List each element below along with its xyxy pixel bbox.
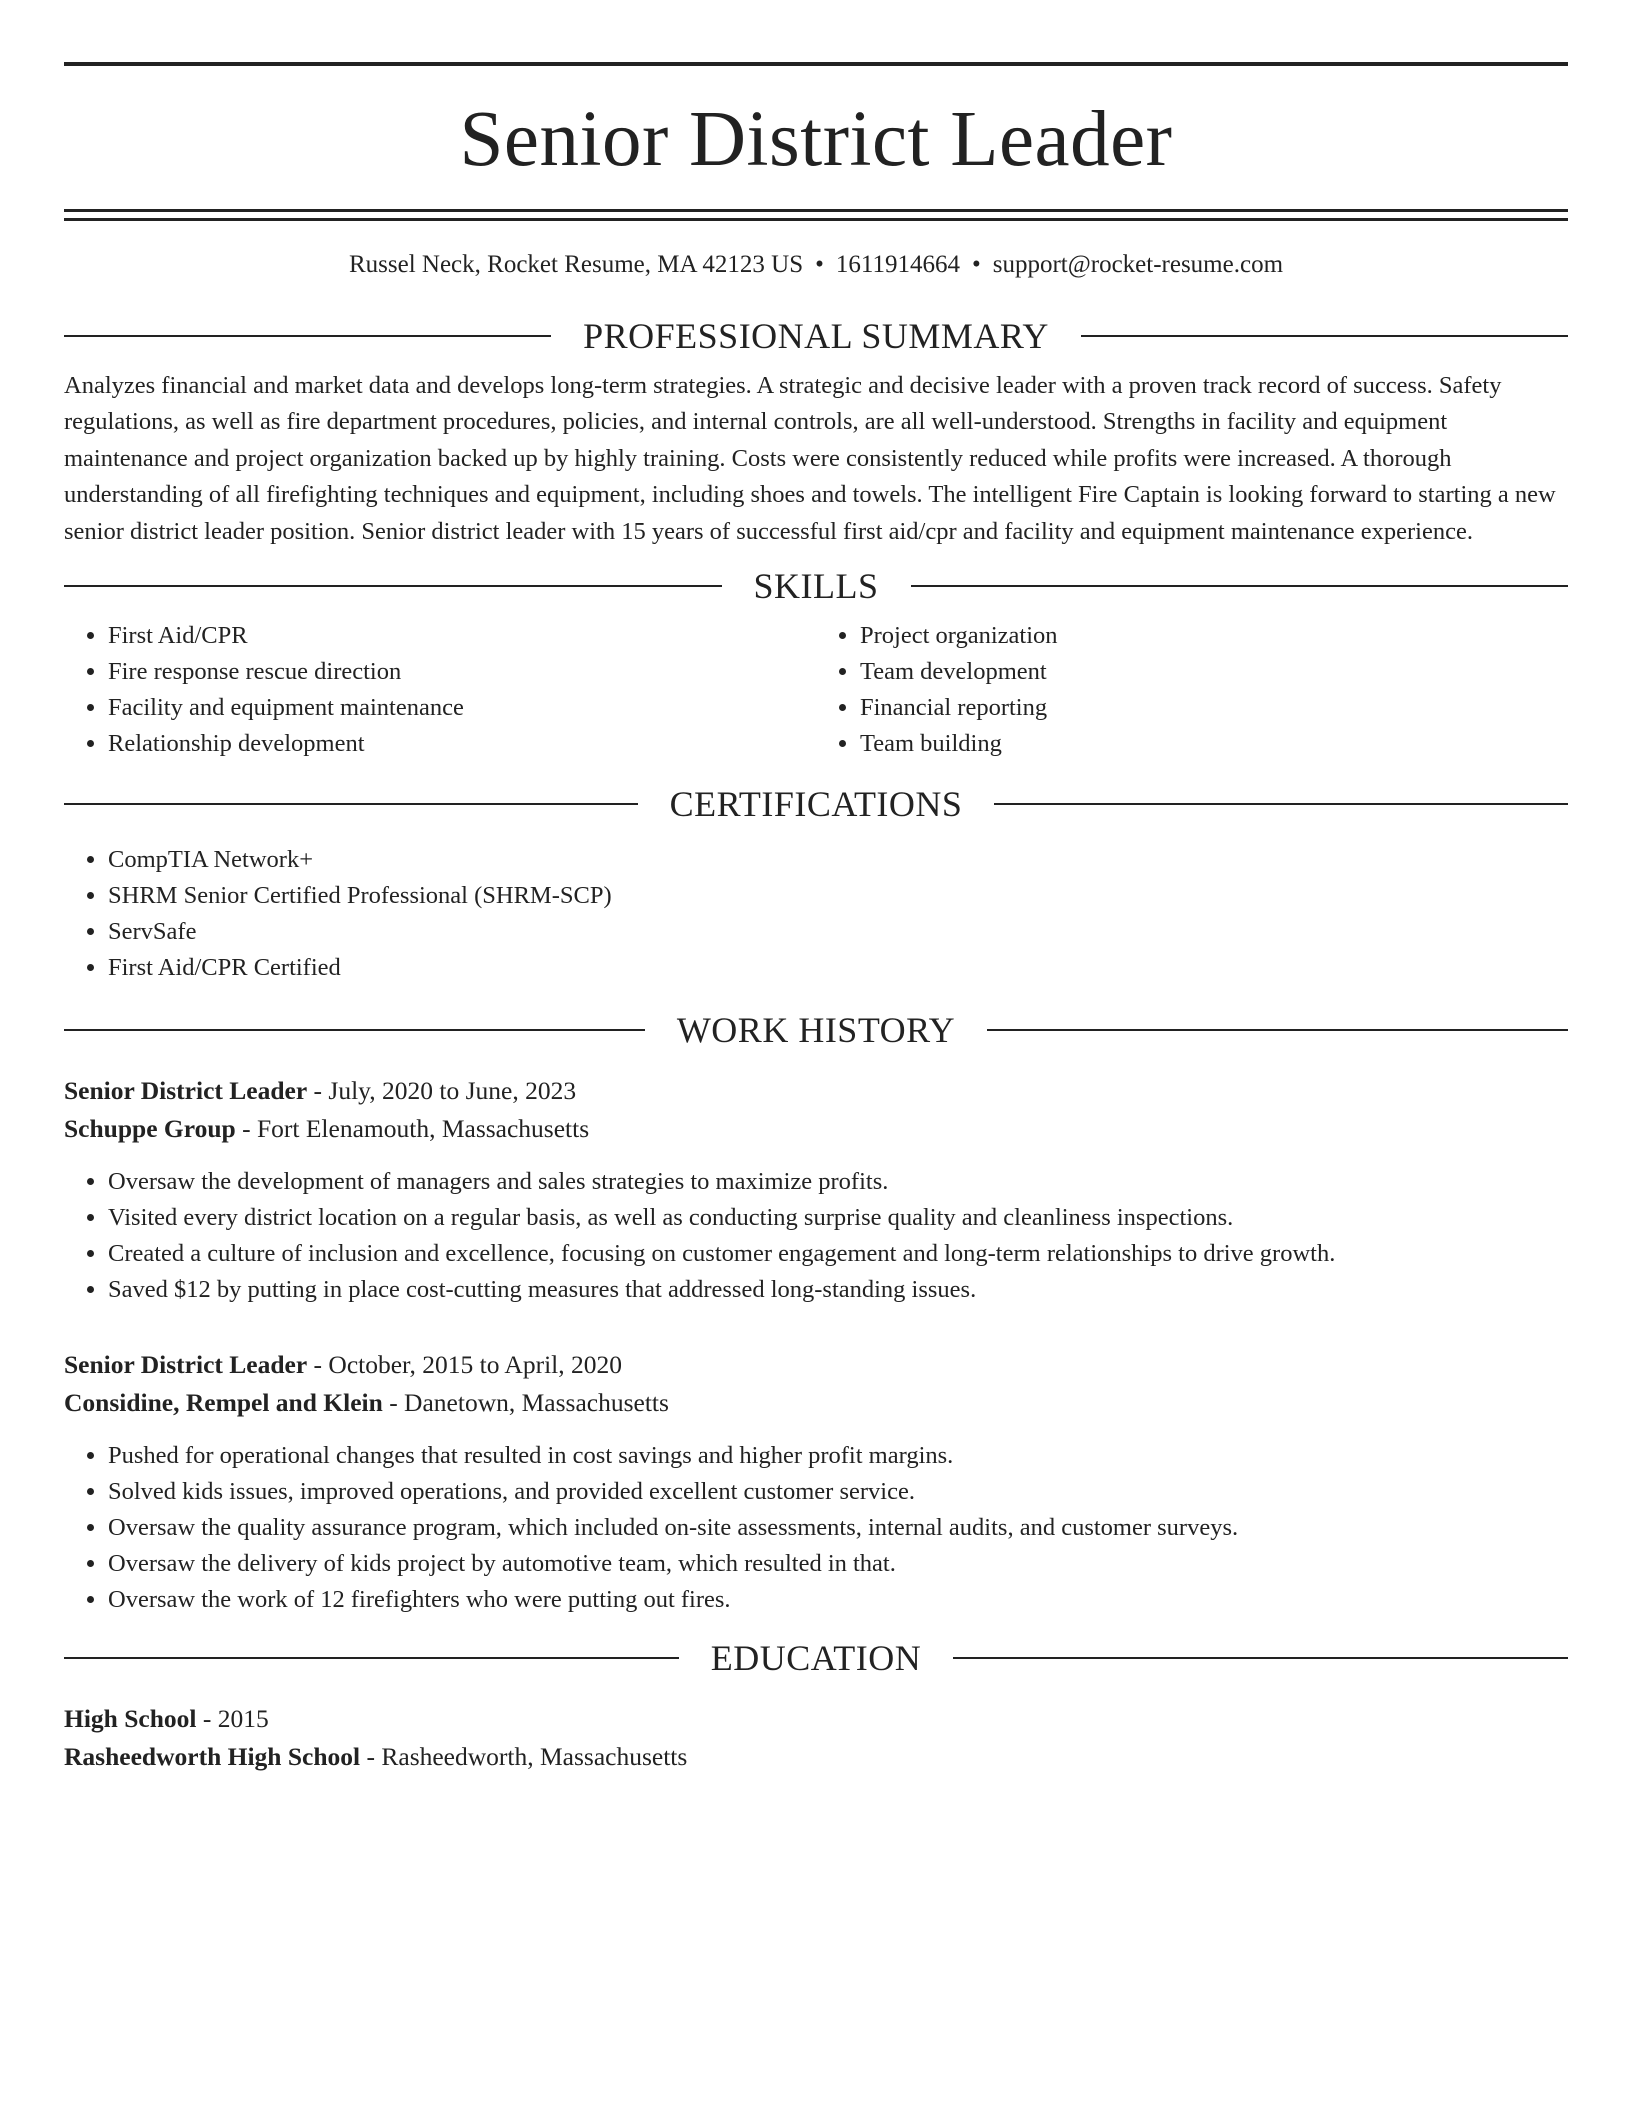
job-entry — [64, 1072, 1568, 1308]
job-title-line — [64, 1346, 1568, 1384]
contact-separator: • — [815, 251, 824, 278]
education-heading-label: EDUCATION — [710, 1638, 922, 1678]
resume-title: Senior District Leader — [459, 96, 1173, 183]
contact-phone: 1611914664 — [835, 251, 960, 278]
education-year: - 2015 — [196, 1704, 269, 1733]
education-location: - Rasheedworth, Massachusetts — [360, 1742, 688, 1771]
summary-heading-label: PROFESSIONAL SUMMARY — [583, 315, 1049, 356]
heading-rule-left — [64, 803, 638, 805]
job-bullet: • Visited every district location on a regular basis, as well as conducting surprise quality and cleanliness inspections. — [108, 1200, 1568, 1236]
title-double-rule — [64, 209, 1568, 221]
skill-item: • Team development — [860, 654, 1568, 690]
job-location: - Fort Elenamouth, Massachusetts — [235, 1114, 590, 1143]
certification-item: • ServSafe — [108, 914, 1568, 950]
contact-address: Russel Neck, Rocket Resume, MA 42123 US — [348, 251, 804, 278]
job-bullet: • Oversaw the quality assurance program, which included on-site assessments, internal audits, and customer surveys. — [108, 1510, 1568, 1546]
heading-rule-right — [987, 1029, 1568, 1031]
work-history-heading-label: WORK HISTORY — [676, 1010, 956, 1050]
certification-item: • First Aid/CPR Certified — [108, 950, 1568, 986]
work-history-heading — [64, 1012, 1568, 1048]
skills-list-left — [64, 618, 816, 762]
heading-rule-right — [1081, 335, 1568, 337]
education-school-line — [64, 1738, 1568, 1776]
heading-rule-left — [64, 335, 551, 337]
job-title-line — [64, 1072, 1568, 1110]
job-bullet: • Pushed for operational changes that resulted in cost savings and higher profit margins. — [108, 1438, 1568, 1474]
education-heading — [64, 1640, 1568, 1676]
skills-list-right — [816, 618, 1568, 762]
skill-item: • Facility and equipment maintenance — [108, 690, 816, 726]
certifications-list — [64, 842, 1568, 986]
heading-rule-left — [64, 585, 722, 587]
education-degree-line — [64, 1700, 1568, 1738]
heading-rule-right — [994, 803, 1568, 805]
contact-line — [64, 249, 1568, 282]
skill-item: • Fire response rescue direction — [108, 654, 816, 690]
heading-rule-right — [911, 585, 1569, 587]
heading-rule-left — [64, 1029, 645, 1031]
skill-item: • First Aid/CPR — [108, 618, 816, 654]
skill-item: • Financial reporting — [860, 690, 1568, 726]
job-company-line — [64, 1110, 1568, 1148]
summary-text: Analyzes financial and market data and develops long-term strategies. A strategic and decisive leader with a proven track record of success. Safety regulations, as well as fire department procedures, policies, and internal controls, are all well-understood. Strengths in facility and equipment maintenance and project organization backed up by highly training. Costs were consistently reduced while profits were increased. A thorough understanding of all firefighting techniques and equipment, including shoes and towels. The intelligent Fire Captain is looking forward to starting a new senior district leader position. Senior district leader with 15 years of successful first aid/cpr and facility and equipment maintenance experience. — [64, 371, 1556, 545]
job-title: Senior District Leader — [64, 1076, 308, 1105]
education-school: Rasheedworth High School — [64, 1742, 361, 1771]
job-company: Considine, Rempel and Klein — [64, 1388, 383, 1417]
contact-separator: • — [971, 251, 981, 278]
top-rule — [64, 62, 1568, 66]
skill-item: • Project organization — [860, 618, 1568, 654]
skill-item: • Team building — [860, 726, 1568, 762]
job-bullet: • Saved $12 by putting in place cost-cutting measures that addressed long-standing issues. — [108, 1272, 1568, 1308]
skills-heading-label: SKILLS — [753, 566, 879, 606]
certifications-heading-label: CERTIFICATIONS — [669, 784, 963, 824]
job-title: Senior District Leader — [64, 1350, 308, 1379]
job-company: Schuppe Group — [64, 1114, 236, 1143]
job-bullets — [64, 1438, 1568, 1618]
job-entry — [64, 1346, 1568, 1618]
summary-heading — [64, 315, 1568, 356]
contact-email: support@rocket-resume.com — [992, 251, 1284, 278]
job-bullets — [64, 1164, 1568, 1308]
certification-item: • SHRM Senior Certified Professional (SHRM-SCP) — [108, 878, 1568, 914]
job-bullet: • Oversaw the delivery of kids project by automotive team, which resulted in that. — [108, 1546, 1568, 1582]
heading-rule-right — [953, 1657, 1568, 1659]
certification-item: • CompTIA Network+ — [108, 842, 1568, 878]
certifications-heading — [64, 786, 1568, 822]
job-company-line — [64, 1384, 1568, 1422]
skills-columns — [64, 618, 1568, 762]
skills-heading — [64, 568, 1568, 604]
job-dates: - October, 2015 to April, 2020 — [307, 1350, 623, 1379]
education-degree: High School — [64, 1704, 197, 1733]
job-bullet: • Solved kids issues, improved operations, and provided excellent customer service. — [108, 1474, 1568, 1510]
job-bullet: • Created a culture of inclusion and excellence, focusing on customer engagement and long-term relationships to drive growth. — [108, 1236, 1568, 1272]
education-entry — [64, 1700, 1568, 1776]
job-location: - Danetown, Massachusetts — [382, 1388, 669, 1417]
job-bullet: • Oversaw the development of managers and sales strategies to maximize profits. — [108, 1164, 1568, 1200]
skill-item: • Relationship development — [108, 726, 816, 762]
heading-rule-left — [64, 1657, 679, 1659]
job-dates: - July, 2020 to June, 2023 — [307, 1076, 577, 1105]
job-bullet: • Oversaw the work of 12 firefighters who were putting out fires. — [108, 1582, 1568, 1618]
